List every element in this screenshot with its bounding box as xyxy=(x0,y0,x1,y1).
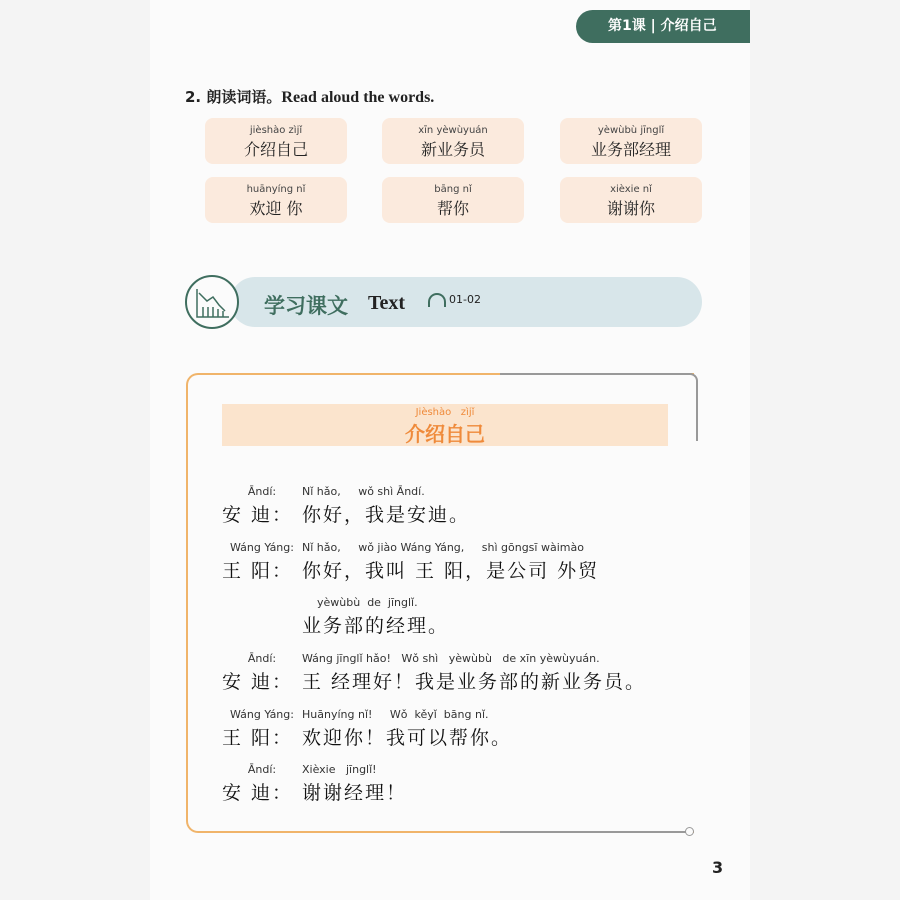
frame-decoration xyxy=(685,827,694,836)
line-hanzi: 你好，我叫 王 阳，是公司 外贸 xyxy=(302,560,600,582)
word-hanzi: 谢谢你 xyxy=(606,199,655,218)
word-card xyxy=(205,177,347,223)
line-pinyin: Huānyíng nǐ! Wǒ kěyǐ bāng nǐ. xyxy=(302,708,489,721)
speaker-pinyin: Wáng Yáng: xyxy=(230,541,294,554)
exercise-title xyxy=(185,86,434,107)
page-number: 3 xyxy=(712,858,724,877)
word-pinyin: huānyíng nǐ xyxy=(246,184,306,195)
word-hanzi: 新业务员 xyxy=(420,140,485,159)
exercise-title-zh: 朗读词语。 xyxy=(206,88,282,106)
speaker-pinyin: Āndí: xyxy=(247,485,277,498)
line-hanzi: 你好，我是安迪。 xyxy=(302,504,471,526)
speaker: 王 阳： xyxy=(222,727,294,749)
line-pinyin: Nǐ hǎo, wǒ jiào Wáng Yáng, shì gōngsī wàimào xyxy=(302,541,584,554)
lesson-tab: 第1课 | 介绍自己 xyxy=(576,10,750,43)
text-title xyxy=(222,404,668,446)
word-card xyxy=(560,177,702,223)
word-card xyxy=(382,177,524,223)
frame-decoration xyxy=(500,831,686,833)
line-hanzi: 谢谢经理！ xyxy=(302,782,408,804)
text-title-hanzi: 介绍自己 xyxy=(405,422,485,446)
audio-track[interactable] xyxy=(428,293,481,307)
line-pinyin: Nǐ hǎo, wǒ shì Āndí. xyxy=(302,485,425,498)
audio-track-number: 01-02 xyxy=(449,293,481,306)
speaker-pinyin: Āndí: xyxy=(247,652,277,665)
line-pinyin: Xièxie jīnglǐ! xyxy=(302,763,377,776)
word-card xyxy=(205,118,347,164)
chart-icon xyxy=(185,275,239,329)
word-hanzi: 帮你 xyxy=(436,199,469,218)
exercise-title-en: Read aloud the words. xyxy=(281,89,435,106)
line-pinyin: Wáng jīnglǐ hǎo! Wǒ shì yèwùbù de xīn yèwùyuán. xyxy=(302,652,600,665)
word-hanzi: 业务部经理 xyxy=(590,140,671,159)
speaker: 王 阳： xyxy=(222,560,294,582)
line-pinyin: yèwùbù de jīnglǐ. xyxy=(317,596,418,609)
line-hanzi: 王 经理好！我是业务部的新业务员。 xyxy=(302,671,647,693)
word-hanzi: 介绍自己 xyxy=(243,140,308,159)
word-pinyin: xīn yèwùyuán xyxy=(418,125,488,136)
exercise-number: 2. xyxy=(185,88,202,106)
section-title-en: Text xyxy=(368,292,406,314)
word-card xyxy=(560,118,702,164)
speaker: 安 迪： xyxy=(222,782,294,804)
word-pinyin: xièxie nǐ xyxy=(610,184,652,195)
word-card xyxy=(382,118,524,164)
section-title-zh: 学习课文 xyxy=(264,294,348,318)
speaker-pinyin: Āndí: xyxy=(247,763,277,776)
headphones-icon xyxy=(428,293,446,307)
speaker-pinyin: Wáng Yáng: xyxy=(230,708,294,721)
speaker: 安 迪： xyxy=(222,504,294,526)
speaker: 安 迪： xyxy=(222,671,294,693)
word-pinyin: yèwùbù jīnglǐ xyxy=(597,125,665,136)
word-pinyin: jièshào zìjǐ xyxy=(249,125,303,136)
line-hanzi: 欢迎你！我可以帮你。 xyxy=(302,727,513,749)
text-title-pinyin: Jièshào zìjǐ xyxy=(415,407,475,418)
word-pinyin: bāng nǐ xyxy=(434,184,472,195)
line-hanzi: 业务部的经理。 xyxy=(302,615,450,637)
word-hanzi: 欢迎 你 xyxy=(249,199,303,218)
